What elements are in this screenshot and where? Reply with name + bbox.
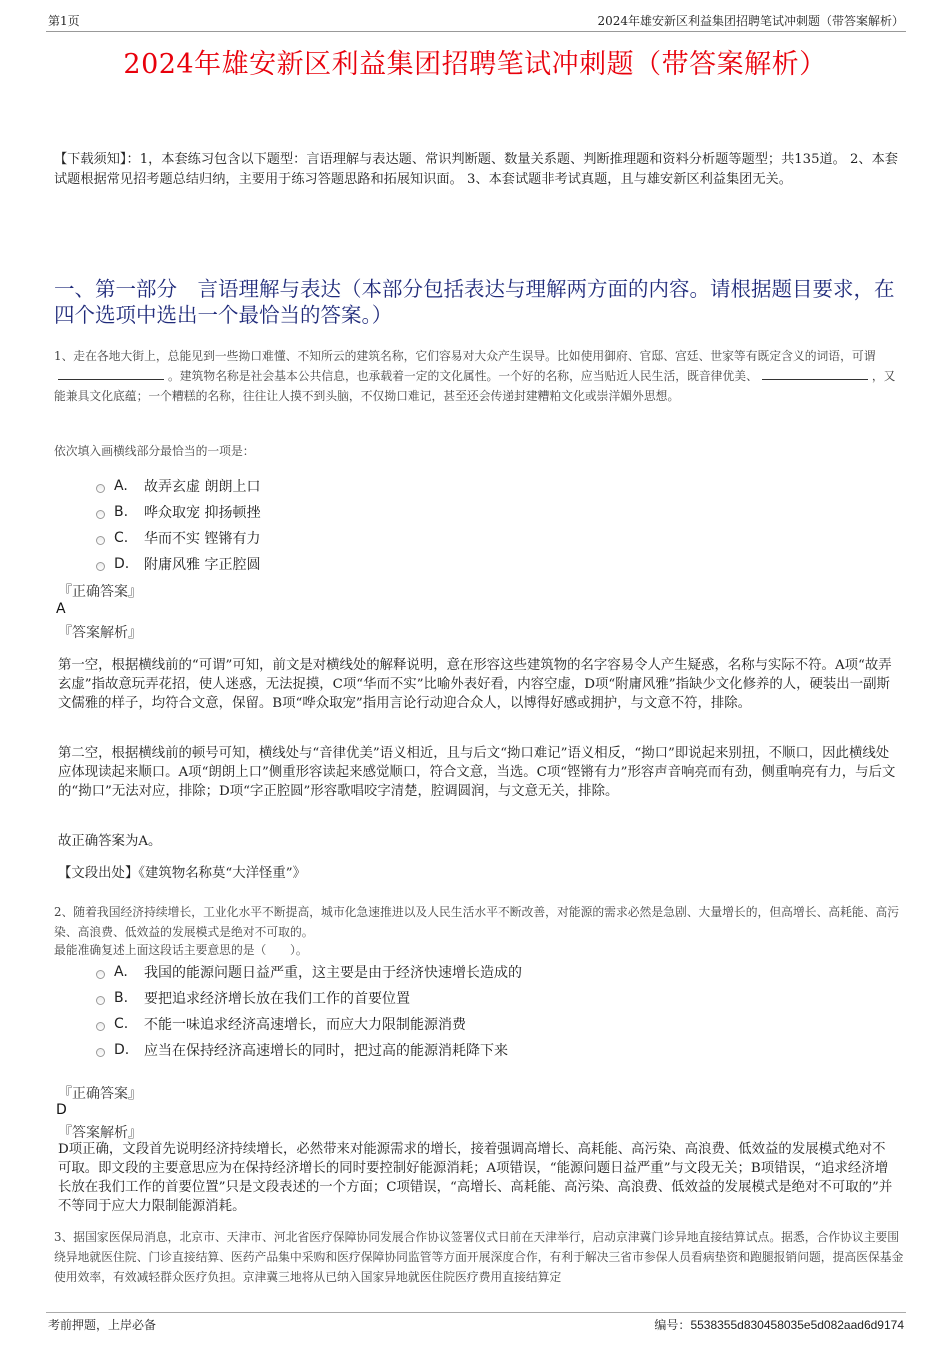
header-doc-title: 2024年雄安新区利益集团招聘笔试冲刺题（带答案解析） — [597, 14, 904, 28]
q1-stem-part1: 1、走在各地大街上，总能见到一些拗口难懂、不知所云的建筑名称，它们容易对大众产生误导。比如使用御府、官邸、宫廷、世家等有既定含义的词语，可谓 — [54, 349, 876, 363]
radio-icon[interactable] — [96, 996, 105, 1005]
question-1-stem — [54, 346, 904, 406]
download-notice: 【下载须知】：1，本套练习包含以下题型：言语理解与表达题、常识判断题、数量关系题、判断推理题和资料分析题等题型；共135道。 2、本套试题根据常见招考题总结归纳，主要用于练习答题思路和拓展知识面。 3、本套试题非考试真题，且与雄安新区利益集团无关。 — [54, 152, 898, 187]
q2-option-a[interactable] — [96, 959, 522, 985]
option-text: 要把追求经济增长放在我们工作的首要位置 — [144, 991, 410, 1007]
radio-icon[interactable] — [96, 1048, 105, 1057]
q2-analysis-label: 『答案解析』 — [58, 1125, 142, 1141]
radio-icon[interactable] — [96, 970, 105, 979]
option-text: 哗众取宠 抑扬顿挫 — [144, 505, 261, 521]
serial-number: 5538355d830458035e5d082aad6d9174 — [690, 1318, 904, 1332]
radio-icon[interactable] — [96, 484, 105, 493]
option-text: 附庸风雅 字正腔圆 — [144, 557, 261, 573]
radio-icon[interactable] — [96, 562, 105, 571]
option-letter: B. — [114, 504, 129, 520]
option-text: 故弄玄虚 朗朗上口 — [144, 479, 261, 495]
q1-answer-label: 『正确答案』 — [58, 584, 142, 600]
question-2-stem: 2、随着我国经济持续增长，工业化水平不断提高，城市化急速推进以及人民生活水平不断改善，对能源的需求必然是急剧、大量增长的，但高增长、高耗能、高污染、高浪费、低效益的发展模式是绝对不可取的。 — [54, 905, 900, 939]
option-text: 应当在保持经济高速增长的同时，把过高的能源消耗降下来 — [144, 1043, 508, 1059]
q2-option-d[interactable] — [96, 1037, 522, 1063]
radio-icon[interactable] — [96, 536, 105, 545]
question-3-stem: 3、据国家医保局消息，北京市、天津市、河北省医疗保障协同发展合作协议签署仪式日前在天津举行，启动京津冀门诊异地直接结算试点。据悉，合作协议主要围绕异地就医住院、门诊直接结算、医药产品集中采购和医疗保障协同监管等方面开展深度合作，有利于解决三省市参保人员看病垫资和跑腿报销问题，提高医保基金使用效率，有效减轻群众医疗负担。京津冀三地将从已纳入国家异地就医住院医疗费用直接结算定 — [54, 1230, 904, 1284]
q1-source: 【文段出处】《建筑物名称莫“大洋怪重”》 — [58, 866, 307, 881]
option-letter: C. — [114, 530, 129, 546]
footer-divider — [46, 1312, 906, 1313]
option-letter: A. — [114, 964, 128, 980]
fill-blank-2 — [762, 367, 868, 380]
section-heading: 一、第一部分 言语理解与表达（本部分包括表达与理解两方面的内容。请根据题目要求，在四个选项中选出一个最恰当的答案。） — [54, 277, 895, 327]
q2-option-c[interactable] — [96, 1011, 522, 1037]
q1-conclusion: 故正确答案为A。 — [58, 834, 162, 849]
q1-option-d[interactable] — [96, 551, 260, 577]
document-title: 2024年雄安新区利益集团招聘笔试冲刺题（带答案解析） — [123, 49, 827, 80]
footer-slogan: 考前押题，上岸必备 — [48, 1318, 157, 1332]
option-letter: B. — [114, 990, 129, 1006]
q2-option-b[interactable] — [96, 985, 522, 1011]
q2-answer: D — [56, 1102, 67, 1118]
q1-option-c[interactable] — [96, 525, 260, 551]
q1-answer: A — [56, 601, 66, 617]
q1-options — [96, 473, 260, 577]
option-text: 不能一味追求经济高速增长，而应大力限制能源消费 — [144, 1017, 466, 1033]
q1-analysis-p2: 第二空，根据横线前的顿号可知，横线处与“音律优美”语义相近，且与后文“拗口难记”语义相反，“拗口”即说起来别扭，不顺口，因此横线处应体现读起来顺口。A项“朗朗上口”侧重形容读起来感觉顺口，符合文意，当选。C项“铿锵有力”形容声音响亮而有劲，侧重响亮有力，与后文的“拗口”无法对应，排除；D项“字正腔圆”形容歌唱咬字清楚，腔调圆润，与文意无关，排除。 — [58, 746, 896, 799]
option-letter: D. — [114, 556, 130, 572]
q1-option-a[interactable] — [96, 473, 260, 499]
q2-analysis: D项正确，文段首先说明经济持续增长，必然带来对能源需求的增长，接着强调高增长、高耗能、高污染、高浪费、低效益的发展模式绝对不可取。即文段的主要意思应为在保持经济增长的同时要控制好能源消耗；A项错误，“能源问题日益严重”与文段无关；B项错误，“追求经济增长放在我们工作的首要位置”只是文段表述的一个方面；C项错误，“高增长、高耗能、高污染、高浪费、低效益的发展模式是绝对不可取的”并不等同于应大力限制能源消耗。 — [58, 1142, 893, 1214]
option-letter: A. — [114, 478, 128, 494]
page-number: 第1页 — [48, 14, 80, 28]
q1-prompt: 依次填入画横线部分最恰当的一项是： — [54, 444, 255, 458]
q2-answer-label: 『正确答案』 — [58, 1086, 142, 1102]
radio-icon[interactable] — [96, 510, 105, 519]
q1-stem-part2: 。建筑物名称是社会基本公共信息，也承载着一定的文化属性。一个好的名称，应当贴近人民生活，既音律优美、 — [168, 369, 758, 383]
q2-options — [96, 959, 522, 1063]
radio-icon[interactable] — [96, 1022, 105, 1031]
q1-analysis-label: 『答案解析』 — [58, 625, 142, 641]
q1-analysis-p1: 第一空，根据横线前的“可谓”可知，前文是对横线处的解释说明，意在形容这些建筑物的名字容易令人产生疑惑，名称与实际不符。A项“故弄玄虚”指故意玩弄花招，使人迷惑，无法捉摸，C项“华而不实”比喻外表好看，内容空虚，D项“附庸风雅”指缺少文化修养的人，硬装出一副斯文儒雅的样子，均符合文意，保留。B项“哗众取宠”指用言论行动迎合众人，以博得好感或拥护，与文意不符，排除。 — [58, 658, 892, 711]
serial-label: 编号： — [654, 1318, 691, 1332]
q1-stem-part3: ，又能兼具文化底蕴；一个糟糕的名称，往往让人摸不到头脑，不仅拗口难记，甚至还会传递封建糟粕文化或崇洋媚外思想。 — [54, 369, 896, 403]
option-text: 华而不实 铿锵有力 — [144, 531, 261, 547]
option-text: 我国的能源问题日益严重，这主要是由于经济快速增长造成的 — [144, 965, 522, 981]
header-divider — [46, 31, 906, 32]
q1-option-b[interactable] — [96, 499, 260, 525]
footer-serial — [654, 1316, 904, 1333]
q2-prompt: 最能准确复述上面这段话主要意思的是（ ）。 — [54, 943, 308, 957]
option-letter: D. — [114, 1042, 130, 1058]
fill-blank-1 — [58, 367, 164, 380]
option-letter: C. — [114, 1016, 129, 1032]
